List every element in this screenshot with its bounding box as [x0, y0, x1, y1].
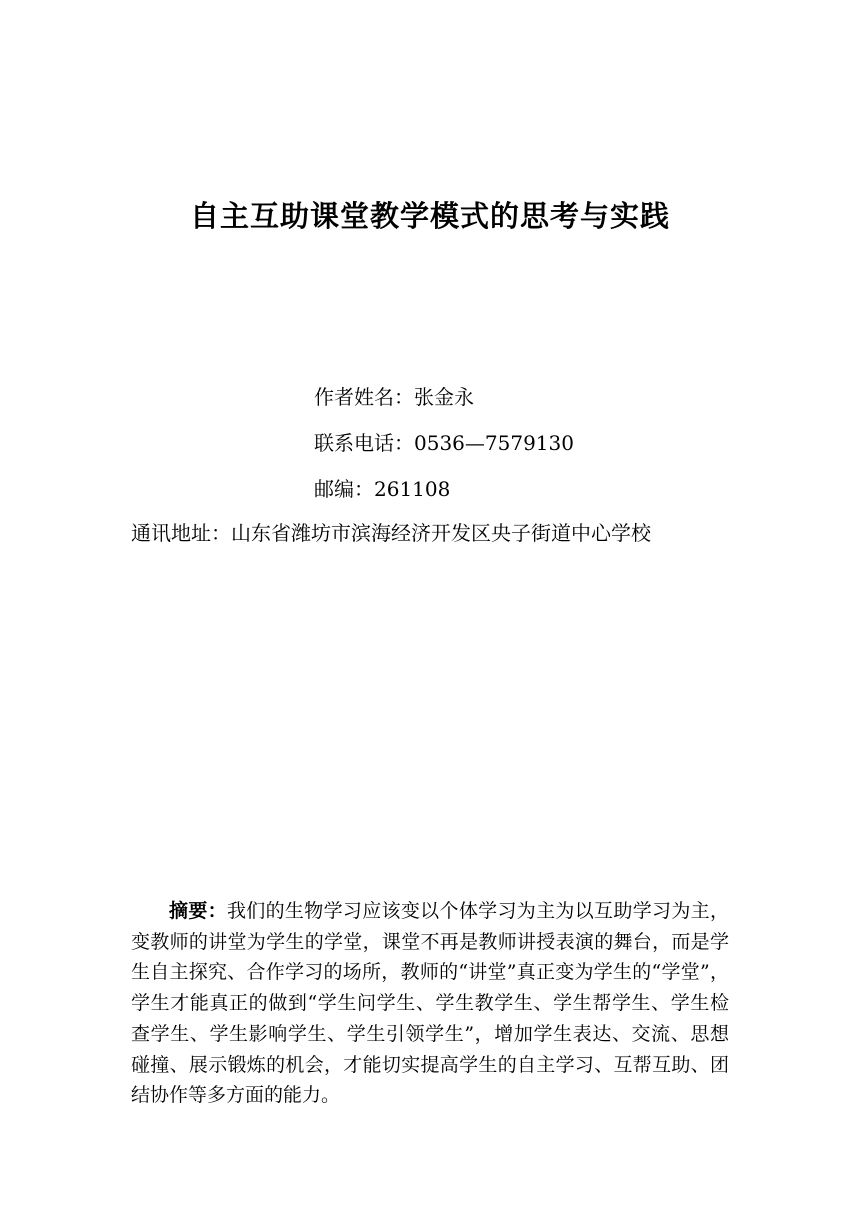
- author-label: 作者姓名：: [314, 385, 414, 409]
- phone-label: 联系电话：: [314, 431, 414, 455]
- author-name: 张金永: [414, 385, 474, 409]
- address-line: [131, 519, 651, 547]
- address-value: 山东省潍坊市滨海经济开发区央子街道中心学校: [231, 521, 651, 545]
- document-title: 自主互助课堂教学模式的思考与实践: [189, 199, 670, 233]
- zip-line: [314, 475, 450, 503]
- author-line: [314, 383, 474, 411]
- abstract-paragraph: [131, 896, 729, 1111]
- address-label: 通讯地址：: [131, 521, 231, 545]
- abstract-label: 摘要：: [169, 900, 227, 922]
- phone-number: 0536—7579130: [414, 431, 574, 455]
- zip-label: 邮编：: [314, 477, 374, 501]
- phone-line: [314, 429, 574, 457]
- zip-code: 261108: [374, 477, 451, 501]
- abstract-text: 我们的生物学习应该变以个体学习为主为以互助学习为主，变教师的讲堂为学生的学堂，课堂不再是教师讲授表演的舞台，而是学生自主探究、合作学习的场所，教师的“讲堂”真正变为学生的“学堂”，学生才能真正的做到“学生问学生、学生教学生、学生帮学生、学生检查学生、学生影响学生、学生引领学生”，增加学生表达、交流、思想碰撞、展示锻炼的机会，才能切实提高学生的自主学习、互帮互助、团结协作等多方面的能力。: [131, 900, 729, 1107]
